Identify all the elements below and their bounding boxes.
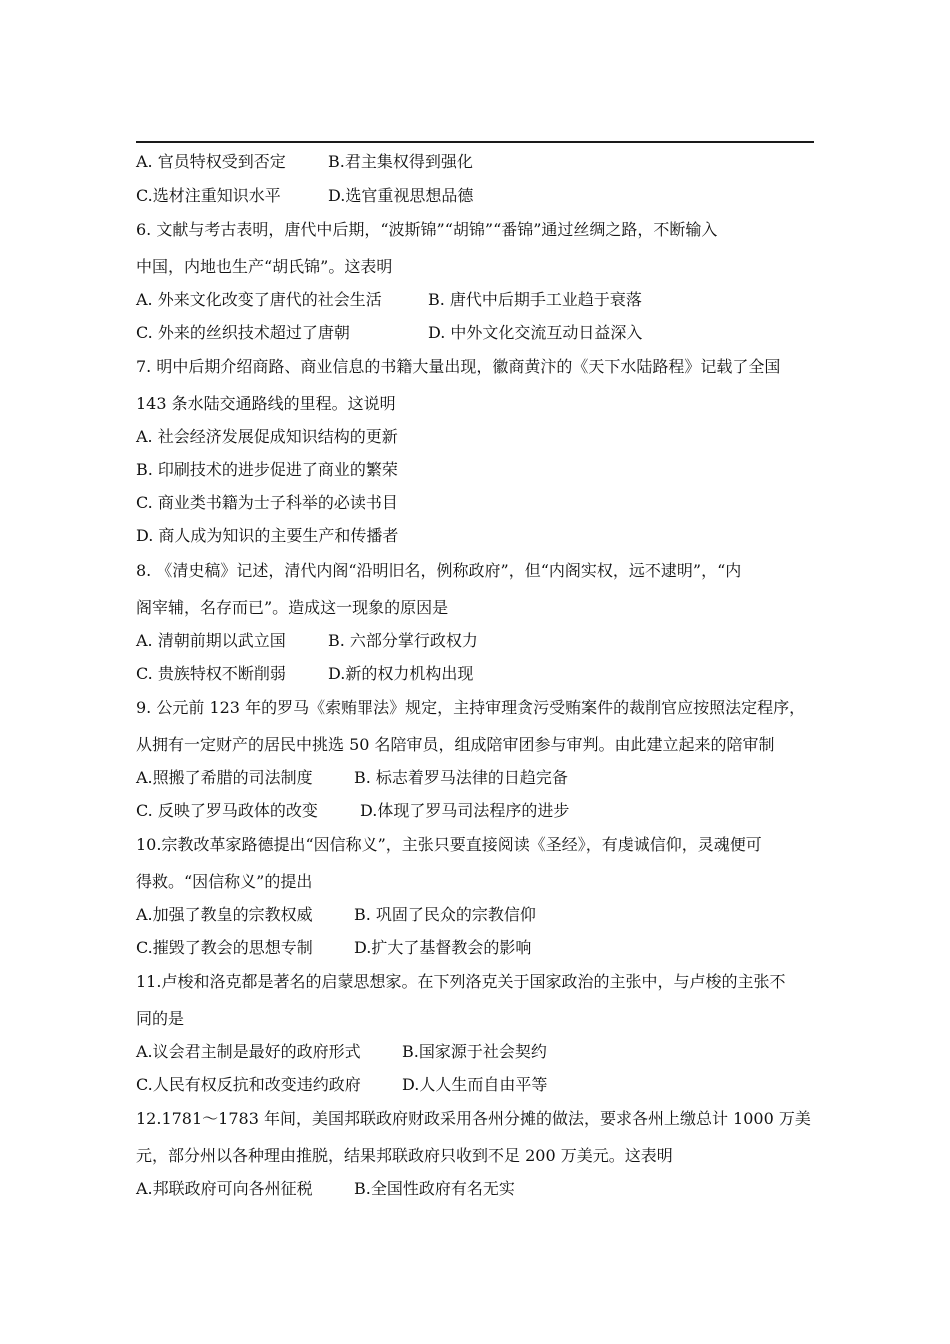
q9-stem-line1: 9. 公元前 123 年的罗马《索贿罪法》规定，主持审理贪污受贿案件的裁削官应按照法定程序，	[136, 698, 806, 717]
q9-option-a: A.照搬了希腊的司法制度	[136, 768, 313, 787]
q10-option-b: B. 巩固了民众的宗教信仰	[354, 905, 536, 924]
q11-option-a: A.议会君主制是最好的政府形式	[136, 1042, 361, 1061]
q11-options-row2	[136, 1075, 548, 1095]
q11-option-d: D.人人生而自由平等	[402, 1075, 548, 1094]
q9-options-row2	[136, 801, 570, 821]
q11-stem-line2: 同的是	[136, 1009, 185, 1028]
q5-option-b: B.君主集权得到强化	[328, 152, 473, 171]
q7-option-a: A. 社会经济发展促成知识结构的更新	[136, 427, 398, 446]
q6-options-row2	[136, 323, 643, 343]
q6-option-d: D. 中外文化交流互动日益深入	[428, 323, 643, 342]
q10-option-d: D.扩大了基督教会的影响	[354, 938, 532, 957]
q8-options-row2	[136, 664, 474, 684]
q5-options-row1	[136, 152, 473, 172]
q6-stem-line2: 中国，内地也生产“胡氏锦”。这表明	[136, 257, 393, 276]
q9-options-row1	[136, 768, 568, 788]
q10-stem-line1: 10.宗教改革家路德提出“因信称义”，主张只要直接阅读《圣经》，有虔诚信仰，灵魂便可	[136, 835, 762, 854]
q11-options-row1	[136, 1042, 547, 1062]
q10-options-row2	[136, 938, 532, 958]
q6-stem-line1: 6. 文献与考古表明，唐代中后期，“波斯锦”“胡锦”“番锦”通过丝绸之路，不断输入	[136, 220, 718, 239]
q7-option-d: D. 商人成为知识的主要生产和传播者	[136, 526, 399, 545]
q9-option-b: B. 标志着罗马法律的日趋完备	[354, 768, 568, 787]
q12-stem-line2: 元，部分州以各种理由推脱，结果邦联政府只收到不足 200 万美元。这表明	[136, 1146, 673, 1165]
q8-options-row1	[136, 631, 478, 651]
q8-stem-line1: 8. 《清史稿》记述，清代内阁“沿明旧名，例称政府”，但“内阁实权，远不逮明”，“内	[136, 561, 742, 580]
q9-option-c: C. 反映了罗马政体的改变	[136, 801, 318, 820]
q9-option-d: D.体现了罗马司法程序的进步	[360, 801, 570, 820]
q8-option-b: B. 六部分掌行政权力	[328, 631, 478, 650]
q6-options-row1	[136, 290, 642, 310]
q7-stem-line2: 143 条水陆交通路线的里程。这说明	[136, 394, 396, 413]
q12-option-a: A.邦联政府可向各州征税	[136, 1179, 313, 1198]
q12-stem-line1: 12.1781～1783 年间，美国邦联政府财政采用各州分摊的做法，要求各州上缴总计 1000 万美	[136, 1109, 811, 1128]
q8-option-d: D.新的权力机构出现	[328, 664, 474, 683]
header-rule	[136, 141, 814, 143]
q11-option-c: C.人民有权反抗和改变违约政府	[136, 1075, 361, 1094]
q7-stem-line1: 7. 明中后期介绍商路、商业信息的书籍大量出现，徽商黄汴的《天下水陆路程》记载了全国	[136, 357, 781, 376]
q9-stem-line2: 从拥有一定财产的居民中挑选 50 名陪审员，组成陪审团参与审判。由此建立起来的陪审制	[136, 735, 775, 754]
q12-option-b: B.全国性政府有名无实	[354, 1179, 515, 1198]
q8-stem-line2: 阁宰辅，名存而已”。造成这一现象的原因是	[136, 598, 449, 617]
q5-options-row2	[136, 186, 474, 206]
q8-option-a: A. 清朝前期以武立国	[136, 631, 286, 650]
q11-stem-line1: 11.卢梭和洛克都是著名的启蒙思想家。在下列洛克关于国家政治的主张中，与卢梭的主张不	[136, 972, 786, 991]
q10-option-a: A.加强了教皇的宗教权威	[136, 905, 313, 924]
q5-option-c: C.选材注重知识水平	[136, 186, 281, 205]
q10-options-row1	[136, 905, 536, 925]
q8-option-c: C. 贵族特权不断削弱	[136, 664, 286, 683]
q6-option-b: B. 唐代中后期手工业趋于衰落	[428, 290, 642, 309]
q11-option-b: B.国家源于社会契约	[402, 1042, 547, 1061]
q6-option-c: C. 外来的丝织技术超过了唐朝	[136, 323, 350, 342]
q5-option-d: D.选官重视思想品德	[328, 186, 474, 205]
q6-option-a: A. 外来文化改变了唐代的社会生活	[136, 290, 382, 309]
q7-option-c: C. 商业类书籍为士子科举的必读书目	[136, 493, 398, 512]
q10-stem-line2: 得救。“因信称义”的提出	[136, 872, 313, 891]
q7-option-b: B. 印刷技术的进步促进了商业的繁荣	[136, 460, 398, 479]
q5-option-a: A. 官员特权受到否定	[136, 152, 286, 171]
q12-options-row1	[136, 1179, 515, 1199]
q10-option-c: C.摧毁了教会的思想专制	[136, 938, 313, 957]
